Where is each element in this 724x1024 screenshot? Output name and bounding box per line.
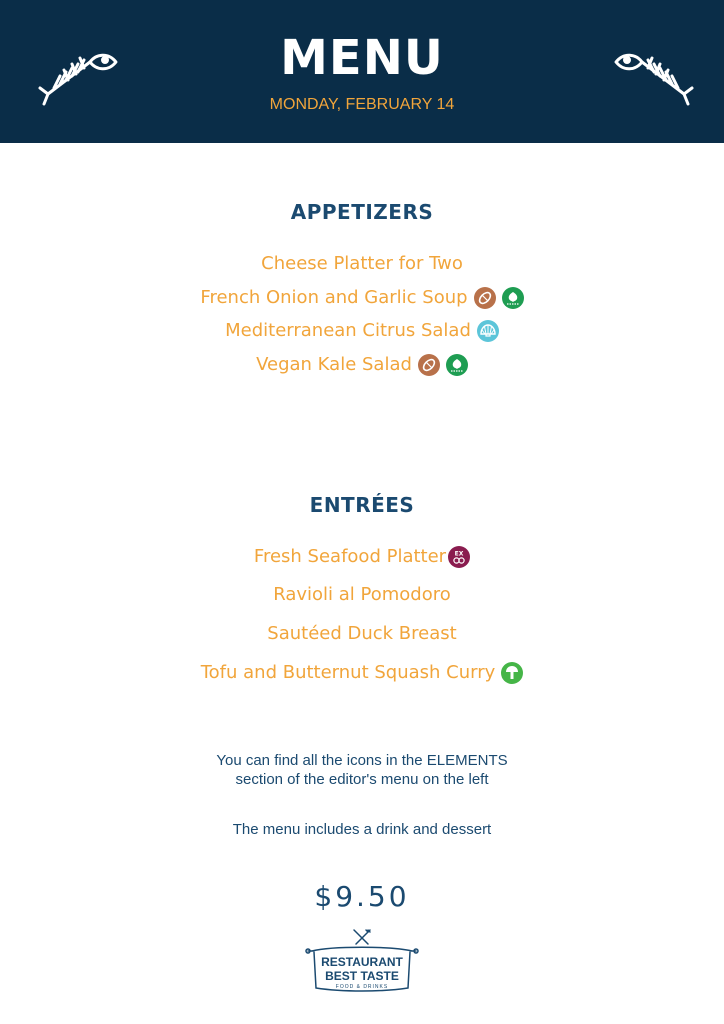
menu-item <box>0 545 724 569</box>
menu-item-name: Tofu and Butternut Squash Curry <box>200 662 496 683</box>
note-line: The menu includes a drink and dessert <box>232 821 492 838</box>
menu-item-name: Cheese Platter for Two <box>261 253 463 274</box>
shellfish-icon <box>477 320 499 342</box>
menu-item <box>0 286 724 310</box>
menu-item <box>0 622 724 646</box>
menu-item-name: Ravioli al Pomodoro <box>273 584 451 605</box>
menu-item-name: Sautéed Duck Breast <box>267 623 457 644</box>
mushroom-icon <box>501 662 523 684</box>
menu-item <box>0 353 724 377</box>
entrees-heading: ENTRÉES <box>309 493 415 517</box>
restaurant-logo <box>302 926 422 996</box>
note-line: section of the editor's menu on the left <box>235 771 489 788</box>
vegetarian-icon <box>502 287 524 309</box>
logo-text: RESTAURANT <box>321 955 403 969</box>
vegetarian-icon <box>446 354 468 376</box>
menu-item <box>0 583 724 607</box>
logo-subtext: FOOD & DRINKS <box>335 984 389 990</box>
menu-date: MONDAY, FEBRUARY 14 <box>269 96 455 113</box>
exotic-icon <box>448 546 470 568</box>
note-line: You can find all the icons in the ELEMENTS <box>216 752 508 769</box>
menu-item-name: Mediterranean Citrus Salad <box>225 320 471 341</box>
menu-item <box>0 319 724 343</box>
menu-item-name: Vegan Kale Salad <box>256 354 412 375</box>
header-banner <box>0 0 724 143</box>
menu-item-name: French Onion and Garlic Soup <box>200 287 468 308</box>
menu-item <box>0 252 724 276</box>
appetizers-heading: APPETIZERS <box>290 200 434 224</box>
svg-text:EX: EX <box>454 550 464 558</box>
menu-price: $9.50 <box>314 880 410 913</box>
logo-text: BEST TASTE <box>325 969 399 983</box>
peanut-icon <box>474 287 496 309</box>
menu-title: MENU <box>280 30 444 86</box>
peanut-icon <box>418 354 440 376</box>
menu-item-name: Fresh Seafood Platter <box>253 546 447 567</box>
menu-item <box>0 661 724 685</box>
